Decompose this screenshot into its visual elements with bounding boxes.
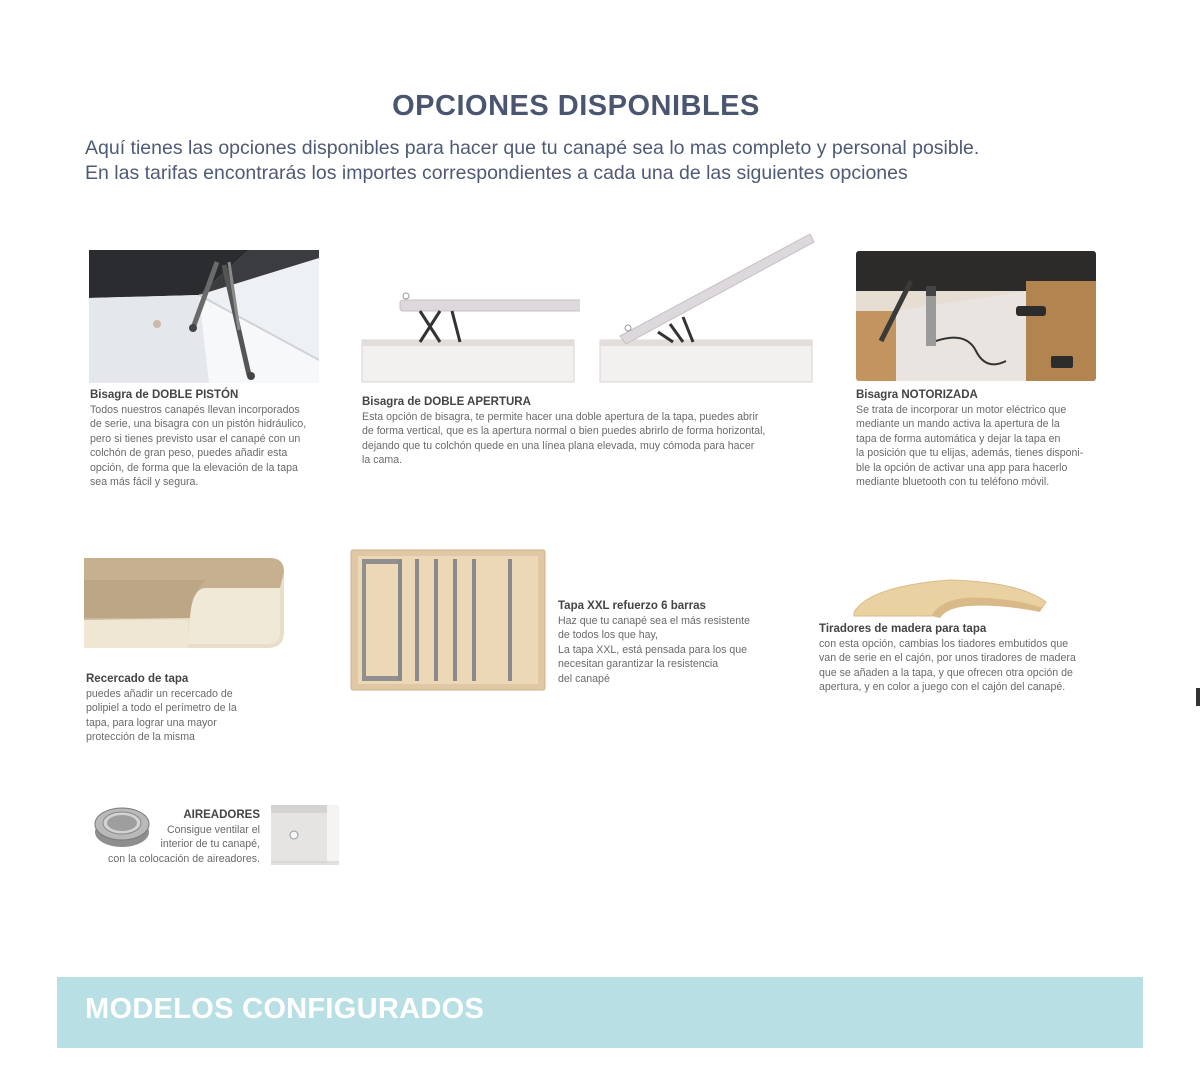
text-line: de todos los que hay, xyxy=(558,629,658,642)
text-line: Consigue ventilar el xyxy=(166,824,260,836)
aireadores-caption xyxy=(60,809,260,866)
text-line: apertura, y en color a juego con el cajón del canapé. xyxy=(819,681,1066,694)
text-line: colchón de gran peso, puedes añadir esta xyxy=(90,447,288,460)
tapa-xxl-title: Tapa XXL refuerzo 6 barras xyxy=(558,600,706,612)
recercado-image xyxy=(84,558,286,650)
text-line: tapa, para lograr una mayor xyxy=(86,716,217,729)
text-line: pero si tienes previsto usar el canapé con un xyxy=(90,432,301,445)
doble-piston-caption xyxy=(90,389,340,489)
motorizada-title: Bisagra NOTORIZADA xyxy=(856,389,978,401)
motorizada-text xyxy=(856,403,1126,489)
text-line: opción, de forma que la elevación de la tapa xyxy=(90,461,298,474)
tiradores-image xyxy=(850,572,1050,620)
text-line: del canapé xyxy=(558,672,610,685)
tapa-xxl-image xyxy=(350,549,546,691)
aireadores-title: AIREADORES xyxy=(183,809,260,821)
text-line: Haz que tu canapé sea el más resistente xyxy=(558,615,750,627)
text-line: van de serie en el cajón, por unos tiradores de madera xyxy=(819,652,1076,665)
banner-title: MODELOS CONFIGURADOS xyxy=(85,993,485,1025)
text-line: La tapa XXL, está pensada para los que xyxy=(558,643,748,656)
page-title: OPCIONES DISPONIBLES xyxy=(392,90,760,122)
text-line: con la colocación de aireadores. xyxy=(108,852,260,865)
text-line: puedes añadir un recercado de xyxy=(86,688,233,700)
text-line: la posición que tu elijas, además, tienes disponi- xyxy=(856,447,1084,460)
text-line: que se añaden a la tapa, y que ofrecen otra opción de xyxy=(819,666,1073,679)
tapa-xxl-text xyxy=(558,614,798,686)
text-line: de serie, una bisagra con un pistón hidráulico, xyxy=(90,418,307,431)
text-line: dejando que tu colchón quede en una línea plana elevada, muy cómoda para hacer xyxy=(362,439,755,452)
text-line: Esta opción de bisagra, te permite hacer una doble apertura de la tapa, puedes abrir xyxy=(362,411,759,423)
doble-apertura-caption xyxy=(362,396,832,468)
text-line: Se trata de incorporar un motor eléctrico que xyxy=(856,404,1067,416)
tapa-xxl-caption xyxy=(558,600,798,686)
doble-apertura-vertical-image xyxy=(598,232,818,384)
text-line: de forma vertical, que es la apertura normal o bien puedes abrirlo de forma horizontal, xyxy=(362,425,766,438)
tiradores-text xyxy=(819,637,1119,695)
tiradores-caption xyxy=(819,623,1119,695)
text-line: ble la opción de activar una app para hacerlo xyxy=(856,461,1068,474)
modelos-configurados-banner xyxy=(57,977,1143,1048)
aireador-canape-image xyxy=(268,801,342,868)
doble-piston-title: Bisagra de DOBLE PISTÓN xyxy=(90,389,239,401)
tiradores-title: Tiradores de madera para tapa xyxy=(819,623,987,635)
motorizada-caption xyxy=(856,389,1126,489)
text-line: mediante un mando activa la apertura de la xyxy=(856,418,1060,431)
text-line: con esta opción, cambias los tiadores embutidos que xyxy=(819,638,1069,650)
text-line: Todos nuestros canapés llevan incorporados xyxy=(90,404,300,416)
text-line: mediante bluetooth con tu teléfono móvil. xyxy=(856,476,1050,489)
intro-line-1: Aquí tienes las opciones disponibles para hacer que tu canapé sea lo mas completo y personal posible. xyxy=(85,137,980,159)
text-line: necesitan garantizar la resistencia xyxy=(558,658,719,671)
motorizada-image xyxy=(856,251,1096,381)
doble-apertura-text xyxy=(362,410,832,468)
intro-text xyxy=(85,136,1135,186)
aireadores-text xyxy=(60,823,260,866)
text-line: polipiel a todo el perímetro de la xyxy=(86,702,237,715)
doble-piston-text xyxy=(90,403,340,489)
doble-apertura-title: Bisagra de DOBLE APERTURA xyxy=(362,396,531,408)
text-line: protección de la misma xyxy=(86,731,195,744)
text-line: sea más fácil y segura. xyxy=(90,476,199,489)
recercado-caption xyxy=(86,673,286,745)
edge-mark xyxy=(1196,688,1200,706)
doble-piston-image xyxy=(89,250,319,383)
intro-line-2: En las tarifas encontrarás los importes correspondientes a cada una de las siguientes opciones xyxy=(85,162,908,184)
text-line: interior de tu canapé, xyxy=(160,838,260,851)
recercado-title: Recercado de tapa xyxy=(86,673,189,685)
doble-apertura-horizontal-image xyxy=(360,290,580,385)
text-line: la cama. xyxy=(362,454,403,467)
recercado-text xyxy=(86,687,286,745)
text-line: tapa de forma automática y dejar la tapa en xyxy=(856,432,1061,445)
